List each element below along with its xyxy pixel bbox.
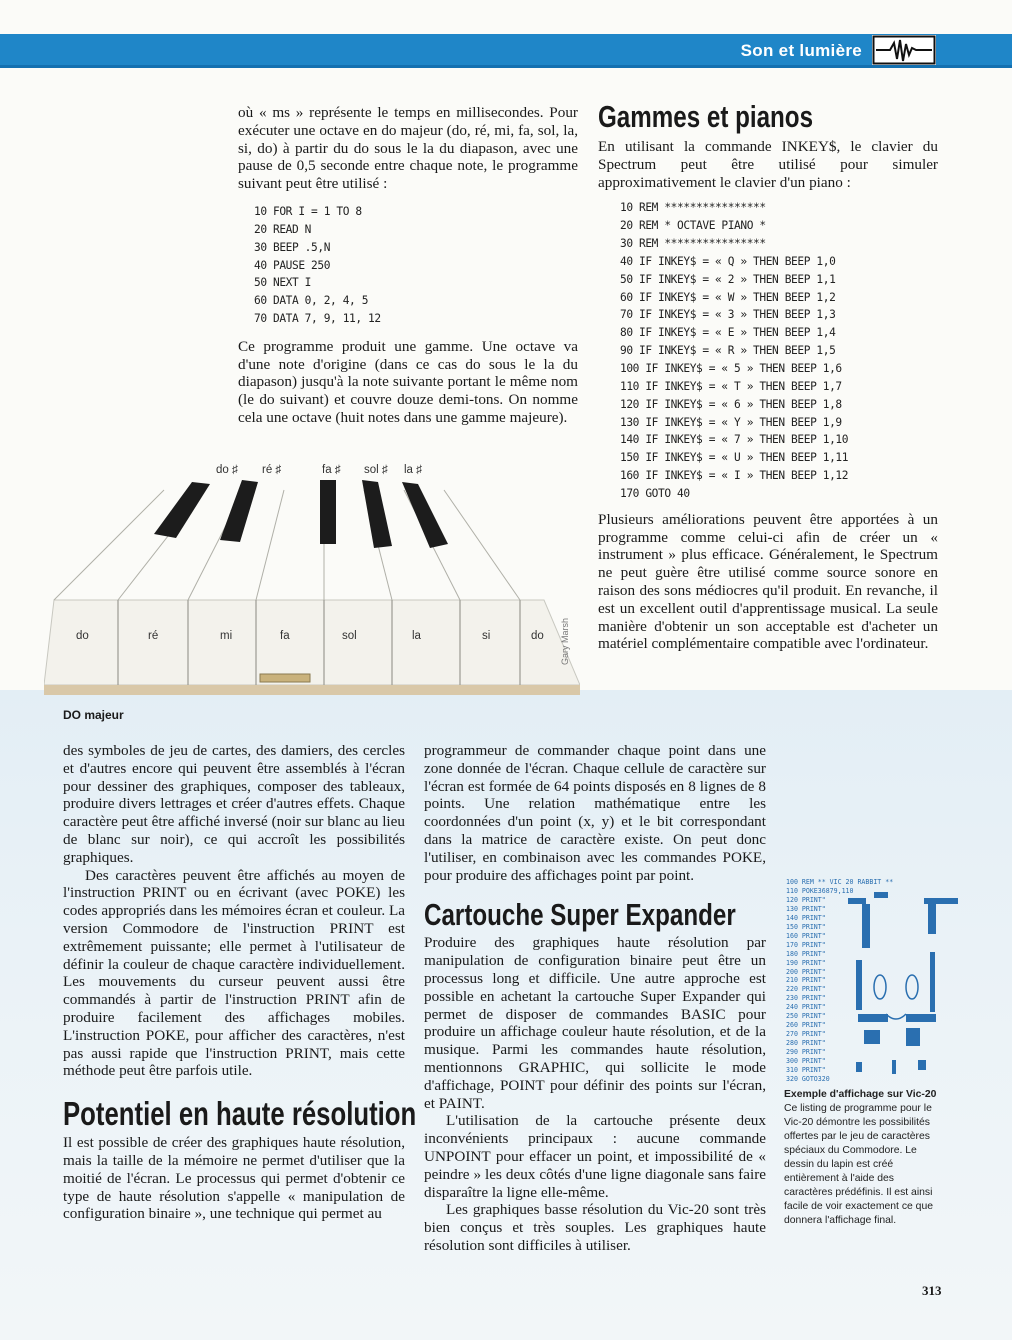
code-line: 310 PRINT" xyxy=(786,1066,826,1075)
key-label: sol xyxy=(342,630,357,642)
code-line: 170 PRINT" xyxy=(786,940,826,949)
code-line: 20 READ N xyxy=(254,222,312,236)
piano-caption: DO majeur xyxy=(63,708,124,722)
code-line: 100 REM ** VIC 20 RABBIT ** xyxy=(786,878,894,886)
code-line: 200 PRINT" xyxy=(786,967,826,976)
hires-paragraph: Il est possible de créer des graphiques haute résolution, mais la taille de la mémoire ne permet d'utiliser que la moitié de l'écran. Le processus qui permet d'obtenir ce type de haute résolution s'appelle « manipulation de configuration binaire », une technique qui permet au xyxy=(63,1134,405,1223)
key-label: ré xyxy=(148,630,159,642)
code-line: 240 PRINT" xyxy=(786,1003,826,1012)
code-line: 100 IF INKEY$ = « 5 » THEN BEEP 1,6 xyxy=(620,361,842,375)
code-line: 30 REM **************** xyxy=(620,237,766,251)
code-line: 300 PRINT" xyxy=(786,1057,826,1066)
intro-paragraph: où « ms » représente le temps en millisecondes. Pour exécuter une octave en do majeur (do, ré, mi, fa, sol, la, si, do) à partir du do sous le la du diapason, avec une pause de 0,5 seconde entre chaque note, le programme suivant peut être utilisé : xyxy=(238,104,578,193)
heading-gammes-pianos: Gammes et pianos xyxy=(598,99,814,134)
code-line: 110 IF INKEY$ = « T » THEN BEEP 1,7 xyxy=(620,379,842,393)
improvements-paragraph: Plusieurs améliorations peuvent être apportées à un programme comme celui-ci afin de créer un « instrument » plus efficace. Généralement, le Spectrum ne peut guère être utilisé comme source sonore en raison des sons médiocres qu'il produit. En revanche, il est un excellent outil d'apprentissage musical. La seule manière d'obtenir un son acceptable est d'acheter un matériel complémentaire compatible avec l'ordinateur. xyxy=(598,510,938,653)
code-line: 40 IF INKEY$ = « Q » THEN BEEP 1,0 xyxy=(620,254,836,268)
code-line: 30 BEEP .5,N xyxy=(254,240,331,254)
column-1-bottom xyxy=(63,742,417,1223)
code-line: 120 PRINT" xyxy=(786,895,826,904)
code-line: 140 PRINT" xyxy=(786,913,826,922)
heading-super-expander: Cartouche Super Expander xyxy=(424,897,736,933)
code-line: 280 PRINT" xyxy=(786,1039,826,1048)
code-line: 60 DATA 0, 2, 4, 5 xyxy=(254,294,369,308)
symbols-paragraph: des symboles de jeu de cartes, des damiers, des cercles et d'autres encore qui peuvent être assemblés à l'écran pour dessiner des graphiques, composer des tableaux, produire divers lettrages et créer d'autres effets. Chaque caractère peut être affiché inversé (noir sur blanc au lieu de blanc sur noir), ce qui accroît les possibilités graphiques. xyxy=(63,742,405,866)
column-2-bottom xyxy=(424,742,766,1255)
sharp-label: la ♯ xyxy=(404,464,422,476)
code-line: 230 PRINT" xyxy=(786,994,826,1003)
code-line: 70 DATA 7, 9, 11, 12 xyxy=(254,312,381,326)
code-line: 290 PRINT" xyxy=(786,1048,826,1057)
drawbacks-paragraph: L'utilisation de la cartouche présente deux inconvénients principaux : aucune commande UNPOINT pour effacer un point, et impossibilité de « peindre » les deux côtés d'une ligne diagonale sans faire disparaître la ligne elle-même. xyxy=(424,1112,766,1201)
print-paragraph: Des caractères peuvent être affichés au moyen de l'instruction PRINT ou en écrivant (avec POKE) les codes appropriés dans les mémoires écran et couleur. La version Commodore de l'instruction PRINT est extrêmement puissante; elle permet à l'utilisateur de définir la couleur de chaque caractère individuellement. Les mouvements du curseur peuvent aussi être commandés à partir de l'instruction PRINT afin de produire facilement des affichages mobiles. L'instruction POKE, pour afficher des caractères, n'est pas aussi rapide que l'instruction PRINT, mais cette méthode peut être parfois utile. xyxy=(63,866,406,1080)
code-line: 270 PRINT" xyxy=(786,1030,826,1039)
code-line: 160 IF INKEY$ = « I » THEN BEEP 1,12 xyxy=(620,469,849,483)
code-line: 150 IF INKEY$ = « U » THEN BEEP 1,11 xyxy=(620,451,849,465)
key-label: mi xyxy=(220,630,233,642)
sharp-label: ré ♯ xyxy=(262,464,282,476)
pixel-paragraph: programmeur de commander chaque point dans une zone donnée de l'écran. Chaque cellule de caractère sur l'écran est formée de 64 points disposés en 8 lignes de 8 points. Une relation mathématique entre les coordonnées d'un point (x, y) et le bit correspondant dans la matrice de caractère existe. On peut donc l'utiliser, en combinaison avec les commandes POKE, pour produire des affichages point par point. xyxy=(424,742,766,884)
code-line: 70 IF INKEY$ = « 3 » THEN BEEP 1,3 xyxy=(620,308,836,322)
expander-paragraph: Produire des graphiques haute résolution par manipulation de configuration binaire peut être un processus long et difficile. Une autre approche est possible en achetant la cartouche Super Expander qui permet de disposer de commandes BASIC pour produire un affichage couleur haute résolution, et de la musique. Parmi les commandes haute résolution, mentionnons GRAPHIC, qui sollicite le mode d'affichage, POINT pour définir des points sur l'écran, et PAINT. xyxy=(424,934,766,1112)
section-title: Son et lumière xyxy=(740,41,862,60)
code-line: 110 POKE36879,110 xyxy=(786,886,854,895)
code-line: 190 PRINT" xyxy=(786,958,826,967)
vic20-caption-text: Ce listing de programme pour le Vic-20 démontre les possibilités offertes par le jeu de caractères spéciaux du Commodore. Le dessin du lapin est créé entièrement à l'aide des caractères prédéfinis. Il est ainsi facile de voir exactement ce que donnera l'affichage final. xyxy=(784,1103,934,1226)
key-label: la xyxy=(412,630,421,642)
column-2-top xyxy=(598,100,938,653)
code-line: 20 REM * OCTAVE PIANO * xyxy=(620,219,766,233)
code-line: 220 PRINT" xyxy=(786,985,826,994)
code-line: 180 PRINT" xyxy=(786,949,826,958)
key-label: fa xyxy=(280,630,290,642)
piano-program-listing xyxy=(620,199,938,502)
vic20-caption xyxy=(784,1088,944,1228)
code-line: 10 FOR I = 1 TO 8 xyxy=(254,204,362,218)
key-label: si xyxy=(482,630,491,642)
sharp-label: do ♯ xyxy=(216,464,238,476)
code-line: 320 GOTO320 xyxy=(786,1074,830,1083)
code-line: 50 IF INKEY$ = « 2 » THEN BEEP 1,1 xyxy=(620,272,836,286)
sharp-label: sol ♯ xyxy=(364,464,388,476)
code-line: 90 IF INKEY$ = « R » THEN BEEP 1,5 xyxy=(620,344,836,358)
inkey-intro: En utilisant la commande INKEY$, le clavier du Spectrum peut être utilisé pour simuler approximativement le clavier d'un piano : xyxy=(598,138,938,191)
code-line: 210 PRINT" xyxy=(786,976,826,985)
code-line: 260 PRINT" xyxy=(786,1021,826,1030)
waveform-logo-icon xyxy=(872,35,936,65)
code-line: 40 PAUSE 250 xyxy=(254,258,331,272)
code-line: 120 IF INKEY$ = « 6 » THEN BEEP 1,8 xyxy=(620,397,842,411)
code-line: 10 REM **************** xyxy=(620,201,766,215)
code-line: 140 IF INKEY$ = « 7 » THEN BEEP 1,10 xyxy=(620,433,849,447)
heading-haute-resolution: Potentiel en haute résolution xyxy=(63,1095,417,1133)
code-line: 160 PRINT" xyxy=(786,931,826,940)
octave-program-listing xyxy=(254,203,578,328)
vic20-caption-title: Exemple d'affichage sur Vic-20 xyxy=(784,1089,937,1100)
key-label: do xyxy=(531,630,544,642)
column-1-top xyxy=(238,104,578,427)
photo-credit: Gary Marsh xyxy=(560,617,570,665)
code-line: 60 IF INKEY$ = « W » THEN BEEP 1,2 xyxy=(620,290,836,304)
piano-labels xyxy=(44,460,580,700)
rabbit-graphic-icon xyxy=(836,892,976,1084)
code-line: 130 PRINT" xyxy=(786,904,826,913)
code-line: 250 PRINT" xyxy=(786,1012,826,1021)
scale-paragraph: Ce programme produit une gamme. Une octave va d'une note d'origine (dans ce cas do sous le la du diapason) jusqu'à la note suivante portant le même nom (le do suivant) et couvre douze demi-tons. On nomme cela une octave (huit notes dans une gamme majeure). xyxy=(238,337,578,427)
page-number: 313 xyxy=(922,1283,942,1298)
lowres-paragraph: Les graphiques basse résolution du Vic-20 sont très bien conçus et très souples. Les graphiques haute résolution sont difficiles à utiliser. xyxy=(424,1201,766,1254)
code-line: 50 NEXT I xyxy=(254,276,312,290)
code-line: 150 PRINT" xyxy=(786,922,826,931)
key-label: do xyxy=(76,630,89,642)
sharp-label: fa ♯ xyxy=(322,464,341,476)
code-line: 80 IF INKEY$ = « E » THEN BEEP 1,4 xyxy=(620,326,836,340)
code-line: 170 GOTO 40 xyxy=(620,486,690,500)
code-line: 130 IF INKEY$ = « Y » THEN BEEP 1,9 xyxy=(620,415,842,429)
